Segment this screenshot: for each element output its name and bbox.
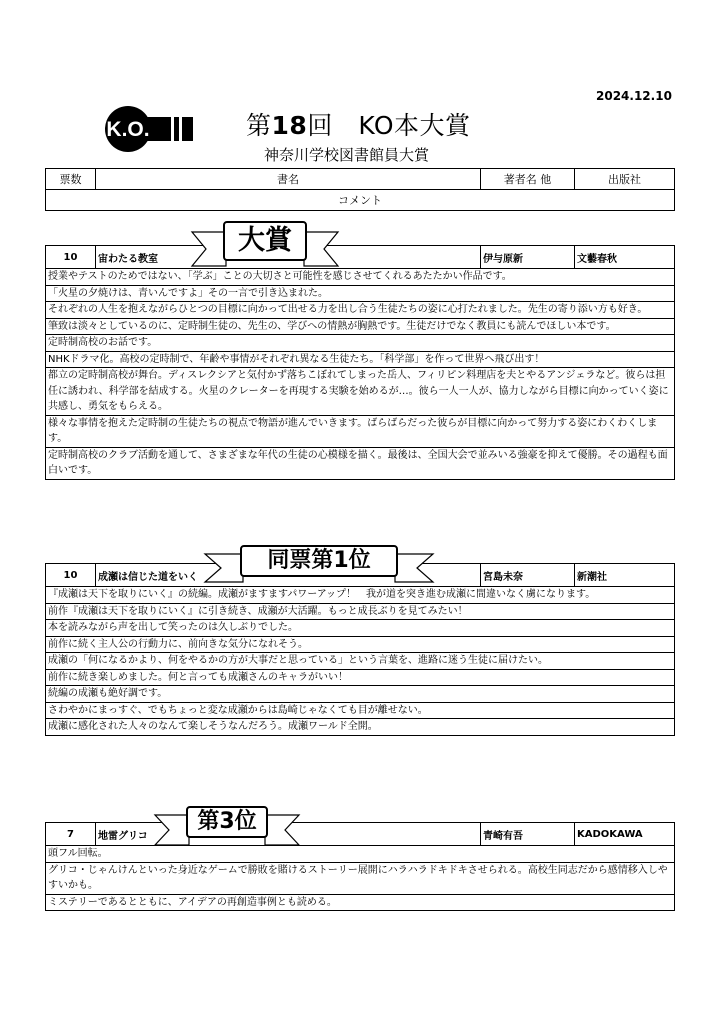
logo-text: K.O. <box>106 118 150 141</box>
comment: 成瀬の「何になるかより、何をやるかの方が大事だと思っている」という言葉を、進路に迷う生徒に届けたい。 <box>46 653 675 670</box>
book-publisher: KADOKAWA <box>575 823 675 846</box>
comment: NHKドラマ化。高校の定時制で、年齢や事情がそれぞれ異なる生徒たち。「科学部」を作って世界へ飛び出す！ <box>46 351 675 368</box>
comment: それぞれの人生を抱えながらひとつの目標に向かって出せる力を出し合う生徒たちの姿に心打たれました。先生の寄り添い方も好き。 <box>46 302 675 319</box>
book-author: 宮島未奈 <box>481 564 575 587</box>
comment: 続編の成瀬も絶好調です。 <box>46 686 675 703</box>
badge-label: 大賞 <box>238 225 292 256</box>
header-book: 書名 <box>96 169 481 190</box>
comment: 成瀬に感化された人々のなんて楽しそうなんだろう。成瀬ワールド全開。 <box>46 719 675 736</box>
section-third <box>45 822 675 911</box>
vote-count: 10 <box>46 246 96 269</box>
document-date: 2024.12.10 <box>596 89 672 103</box>
comment: 前作に続く主人公の行動力に、前向きな気分になれそう。 <box>46 636 675 653</box>
section-grand-prize <box>45 245 675 480</box>
third-place-banner <box>153 805 301 847</box>
header-comment: コメント <box>46 190 675 211</box>
book-publisher: 新潮社 <box>575 564 675 587</box>
page-subtitle: 神奈川学校図書館員大賞 <box>264 146 430 164</box>
header-table <box>45 168 675 211</box>
grand-prize-banner <box>190 220 340 268</box>
page-title: 第18回 KO本大賞 <box>246 111 471 140</box>
comment: 授業やテストのためではない、「学ぶ」ことの大切さと可能性を感じさせてくれるあたたかい作品です。 <box>46 269 675 286</box>
book-author: 青崎有吾 <box>481 823 575 846</box>
comment: グリコ・じゃんけんといった身近なゲームで勝敗を賭けるストーリー展開にハラハラドキドキさせられる。高校生同志だから感情移入しやすいかも。 <box>46 862 675 894</box>
comment: 前作に続き楽しめました。何と言っても成瀬さんのキャラがいい！ <box>46 669 675 686</box>
badge-label: 第3位 <box>197 809 257 834</box>
book-author: 伊与原新 <box>481 246 575 269</box>
comment: 筆致は淡々としているのに、定時制生徒の、先生の、学びへの情熱が胸熱です。生徒だけでなく教員にも読んでほしい本です。 <box>46 318 675 335</box>
comment: 頭フル回転。 <box>46 846 675 863</box>
book-title: 宙わたる教室 <box>96 246 481 269</box>
book-title: 地雷グリコ <box>96 823 481 846</box>
comment: 『成瀬は天下を取りにいく』の続編。成瀬がますますパワーアップ！ 我が道を突き進む成瀬に間違いなく虜になります。 <box>46 587 675 604</box>
header-votes: 票数 <box>46 169 96 190</box>
tie-first-banner <box>203 544 435 584</box>
header-publisher: 出版社 <box>575 169 675 190</box>
comment: 定時制高校のクラブ活動を通して、さまざまな年代の生徒の心模様を描く。最後は、全国大会で並みいる強豪を抑えて優勝。その過程も面白いです。 <box>46 447 675 479</box>
vote-count: 7 <box>46 823 96 846</box>
comment: 定時制高校のお話です。 <box>46 335 675 352</box>
comment: 様々な事情を抱えた定時制の生徒たちの視点で物語が進んでいきます。ばらばらだった彼らが目標に向かって努力する姿にわくわくします。 <box>46 415 675 447</box>
badge-label: 同票第1位 <box>267 548 371 573</box>
comment: 「火星の夕焼けは、青いんですよ」その一言で引き込まれた。 <box>46 285 675 302</box>
vote-count: 10 <box>46 564 96 587</box>
comment: 本を読みながら声を出して笑ったのは久しぶりでした。 <box>46 620 675 637</box>
ko-logo <box>101 106 193 152</box>
section-tie-first <box>45 563 675 736</box>
comment: さわやかにまっすぐ、でもちょっと変な成瀬からは島崎じゃなくても目が離せない。 <box>46 702 675 719</box>
book-publisher: 文藝春秋 <box>575 246 675 269</box>
book-title: 成瀬は信じた道をいく <box>96 564 481 587</box>
comment: 都立の定時制高校が舞台。ディスレクシアと気付かず落ちこぼれてしまった岳人、フィリピン料理店を夫とやるアンジェラなど。彼らは担任に誘われ、科学部を結成する。火星のクレーターを再現する実験を始めるが…。彼ら一人一人が、協力しながら目標に向かっていく姿に共感し、勇気をもらえる。 <box>46 368 675 416</box>
comment: 前作『成瀬は天下を取りにいく』に引き続き、成瀬が大活躍。もっと成長ぶりを見てみたい！ <box>46 603 675 620</box>
header-author: 著者名 他 <box>481 169 575 190</box>
comment: ミステリーであるとともに、アイデアの再創造事例とも読める。 <box>46 894 675 911</box>
